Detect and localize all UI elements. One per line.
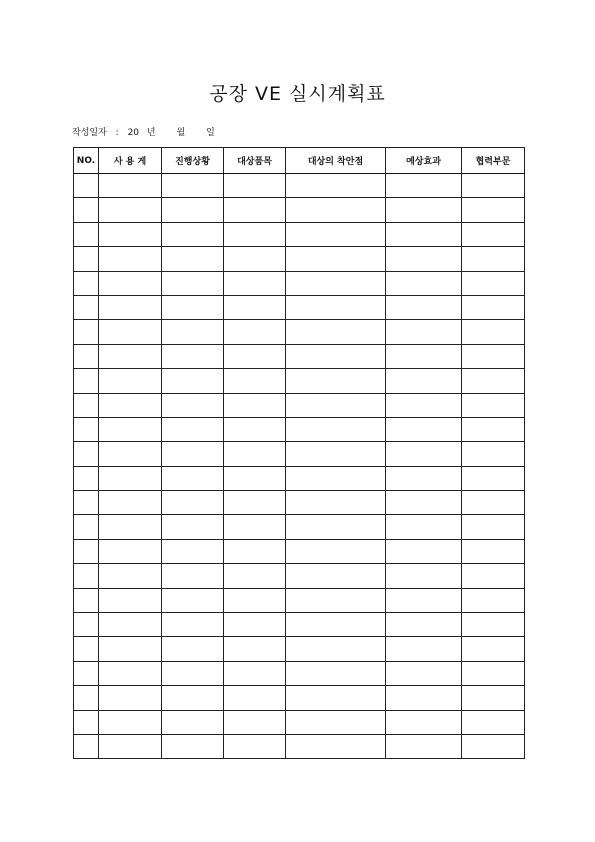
table-cell — [162, 174, 224, 198]
table-cell — [386, 320, 462, 344]
table-cell — [286, 247, 386, 271]
table-cell — [99, 271, 162, 295]
table-cell — [286, 539, 386, 563]
date-year-unit: 년 — [146, 128, 156, 138]
table-cell — [99, 369, 162, 393]
table-cell — [99, 710, 162, 734]
table-cell — [162, 734, 224, 758]
table-cell — [99, 320, 162, 344]
table-cell — [386, 588, 462, 612]
table-cell — [224, 271, 286, 295]
table-row — [74, 734, 525, 758]
table-cell — [462, 247, 525, 271]
table-cell — [224, 247, 286, 271]
table-cell — [286, 222, 386, 246]
table-cell — [286, 174, 386, 198]
table-row — [74, 466, 525, 490]
date-year-prefix: 20 — [127, 128, 140, 138]
table-cell — [462, 491, 525, 515]
header-target-item: 대상품목 — [224, 148, 286, 174]
table-cell — [74, 539, 99, 563]
table-cell — [462, 174, 525, 198]
table-cell — [286, 344, 386, 368]
table-cell — [462, 295, 525, 319]
plan-table — [73, 147, 525, 759]
table-row — [74, 686, 525, 710]
table-header-row — [74, 148, 525, 174]
table-cell — [286, 442, 386, 466]
table-cell — [74, 295, 99, 319]
table-row — [74, 393, 525, 417]
table-cell — [162, 222, 224, 246]
table-cell — [224, 174, 286, 198]
table-row — [74, 271, 525, 295]
table-cell — [386, 198, 462, 222]
table-row — [74, 320, 525, 344]
table-cell — [286, 613, 386, 637]
date-label: 작성일자 — [72, 128, 107, 138]
table-cell — [224, 442, 286, 466]
table-cell — [224, 661, 286, 685]
header-no: NO. — [74, 148, 99, 174]
table-cell — [386, 174, 462, 198]
table-row — [74, 369, 525, 393]
table-cell — [162, 637, 224, 661]
table-cell — [286, 661, 386, 685]
table-cell — [162, 686, 224, 710]
table-cell — [462, 686, 525, 710]
table-cell — [74, 491, 99, 515]
table-cell — [74, 369, 99, 393]
table-cell — [74, 174, 99, 198]
table-cell — [224, 588, 286, 612]
table-cell — [162, 247, 224, 271]
table-cell — [462, 637, 525, 661]
table-cell — [386, 491, 462, 515]
table-cell — [74, 222, 99, 246]
table-cell — [462, 222, 525, 246]
header-expected-effect: 예상효과 — [386, 148, 462, 174]
table-cell — [462, 369, 525, 393]
table-cell — [74, 686, 99, 710]
date-colon: : — [115, 128, 119, 138]
page-title: 공장 VE 실시계획표 — [209, 83, 386, 105]
table-row — [74, 344, 525, 368]
table-cell — [386, 369, 462, 393]
table-cell — [99, 564, 162, 588]
table-cell — [386, 710, 462, 734]
table-cell — [386, 637, 462, 661]
table-cell — [74, 661, 99, 685]
table-cell — [224, 515, 286, 539]
table-cell — [462, 393, 525, 417]
table-cell — [386, 539, 462, 563]
table-cell — [462, 198, 525, 222]
table-cell — [386, 222, 462, 246]
table-row — [74, 222, 525, 246]
table-row — [74, 442, 525, 466]
table-cell — [162, 613, 224, 637]
table-cell — [162, 564, 224, 588]
table-row — [74, 515, 525, 539]
table-cell — [99, 466, 162, 490]
table-cell — [74, 198, 99, 222]
table-row — [74, 588, 525, 612]
table-cell — [99, 417, 162, 441]
table-cell — [224, 344, 286, 368]
table-cell — [162, 320, 224, 344]
table-cell — [286, 515, 386, 539]
table-cell — [386, 442, 462, 466]
table-cell — [162, 491, 224, 515]
table-cell — [162, 515, 224, 539]
table-cell — [286, 417, 386, 441]
table-cell — [286, 369, 386, 393]
table-cell — [224, 539, 286, 563]
table-cell — [286, 320, 386, 344]
table-row — [74, 564, 525, 588]
table-cell — [224, 369, 286, 393]
header-target-focus: 대상의 착안점 — [286, 148, 386, 174]
date-month-unit: 월 — [176, 128, 186, 138]
table-cell — [162, 295, 224, 319]
table-cell — [99, 491, 162, 515]
table-cell — [224, 491, 286, 515]
table-cell — [224, 198, 286, 222]
table-cell — [386, 417, 462, 441]
table-cell — [386, 686, 462, 710]
table-cell — [386, 734, 462, 758]
table-cell — [162, 393, 224, 417]
table-cell — [462, 734, 525, 758]
table-cell — [99, 637, 162, 661]
table-cell — [162, 198, 224, 222]
table-row — [74, 637, 525, 661]
table-row — [74, 174, 525, 198]
table-cell — [99, 247, 162, 271]
table-row — [74, 247, 525, 271]
table-cell — [462, 442, 525, 466]
table-cell — [286, 710, 386, 734]
table-cell — [99, 174, 162, 198]
table-cell — [162, 417, 224, 441]
table-row — [74, 613, 525, 637]
table-cell — [386, 271, 462, 295]
table-cell — [74, 442, 99, 466]
date-line — [72, 127, 215, 139]
table-cell — [99, 661, 162, 685]
table-cell — [162, 588, 224, 612]
table-cell — [386, 466, 462, 490]
table-cell — [224, 417, 286, 441]
table-cell — [74, 734, 99, 758]
table-cell — [162, 539, 224, 563]
table-cell — [74, 613, 99, 637]
header-progress: 진행상황 — [162, 148, 224, 174]
table-cell — [74, 564, 99, 588]
table-cell — [386, 613, 462, 637]
table-cell — [462, 588, 525, 612]
table-cell — [386, 393, 462, 417]
table-cell — [99, 588, 162, 612]
table-cell — [74, 515, 99, 539]
table-cell — [286, 393, 386, 417]
table-cell — [286, 588, 386, 612]
table-cell — [162, 271, 224, 295]
table-row — [74, 295, 525, 319]
table-cell — [74, 271, 99, 295]
table-cell — [462, 344, 525, 368]
table-cell — [74, 710, 99, 734]
table-cell — [462, 564, 525, 588]
table-cell — [99, 539, 162, 563]
table-cell — [224, 734, 286, 758]
table-cell — [386, 344, 462, 368]
table-row — [74, 539, 525, 563]
table-cell — [386, 661, 462, 685]
table-cell — [462, 466, 525, 490]
table-cell — [99, 442, 162, 466]
table-cell — [462, 539, 525, 563]
table-cell — [162, 369, 224, 393]
table-cell — [462, 515, 525, 539]
table-cell — [162, 466, 224, 490]
table-row — [74, 661, 525, 685]
table-cell — [462, 271, 525, 295]
table-cell — [224, 393, 286, 417]
table-cell — [74, 417, 99, 441]
table-cell — [286, 734, 386, 758]
table-cell — [224, 564, 286, 588]
table-cell — [286, 564, 386, 588]
table-cell — [462, 661, 525, 685]
table-cell — [224, 295, 286, 319]
table-cell — [224, 637, 286, 661]
table-cell — [386, 515, 462, 539]
table-cell — [99, 393, 162, 417]
table-cell — [386, 295, 462, 319]
table-cell — [74, 466, 99, 490]
table-cell — [286, 686, 386, 710]
table-cell — [224, 686, 286, 710]
table-cell — [162, 710, 224, 734]
header-cooperating-dept: 협력부문 — [462, 148, 525, 174]
table-cell — [462, 417, 525, 441]
table-cell — [386, 564, 462, 588]
table-cell — [286, 491, 386, 515]
table-row — [74, 710, 525, 734]
table-cell — [224, 710, 286, 734]
table-cell — [99, 295, 162, 319]
table-cell — [99, 613, 162, 637]
table-cell — [286, 198, 386, 222]
table-cell — [286, 271, 386, 295]
table-cell — [99, 734, 162, 758]
table-cell — [286, 295, 386, 319]
table-cell — [74, 588, 99, 612]
table-cell — [74, 393, 99, 417]
table-cell — [74, 344, 99, 368]
table-cell — [462, 320, 525, 344]
table-cell — [224, 466, 286, 490]
table-cell — [286, 637, 386, 661]
date-day-unit: 일 — [206, 128, 215, 138]
table-cell — [99, 344, 162, 368]
table-cell — [286, 466, 386, 490]
table-cell — [74, 247, 99, 271]
table-cell — [162, 661, 224, 685]
table-cell — [74, 637, 99, 661]
table-row — [74, 417, 525, 441]
table-cell — [162, 344, 224, 368]
table-cell — [99, 222, 162, 246]
table-cell — [224, 320, 286, 344]
table-body — [74, 174, 525, 759]
table-cell — [224, 613, 286, 637]
table-cell — [99, 515, 162, 539]
table-cell — [462, 710, 525, 734]
table-row — [74, 491, 525, 515]
table-cell — [99, 686, 162, 710]
table-cell — [224, 222, 286, 246]
table-cell — [386, 247, 462, 271]
table-cell — [74, 320, 99, 344]
table-cell — [462, 613, 525, 637]
table-row — [74, 198, 525, 222]
header-user: 사 용 게 — [99, 148, 162, 174]
table-cell — [99, 198, 162, 222]
table-cell — [162, 442, 224, 466]
